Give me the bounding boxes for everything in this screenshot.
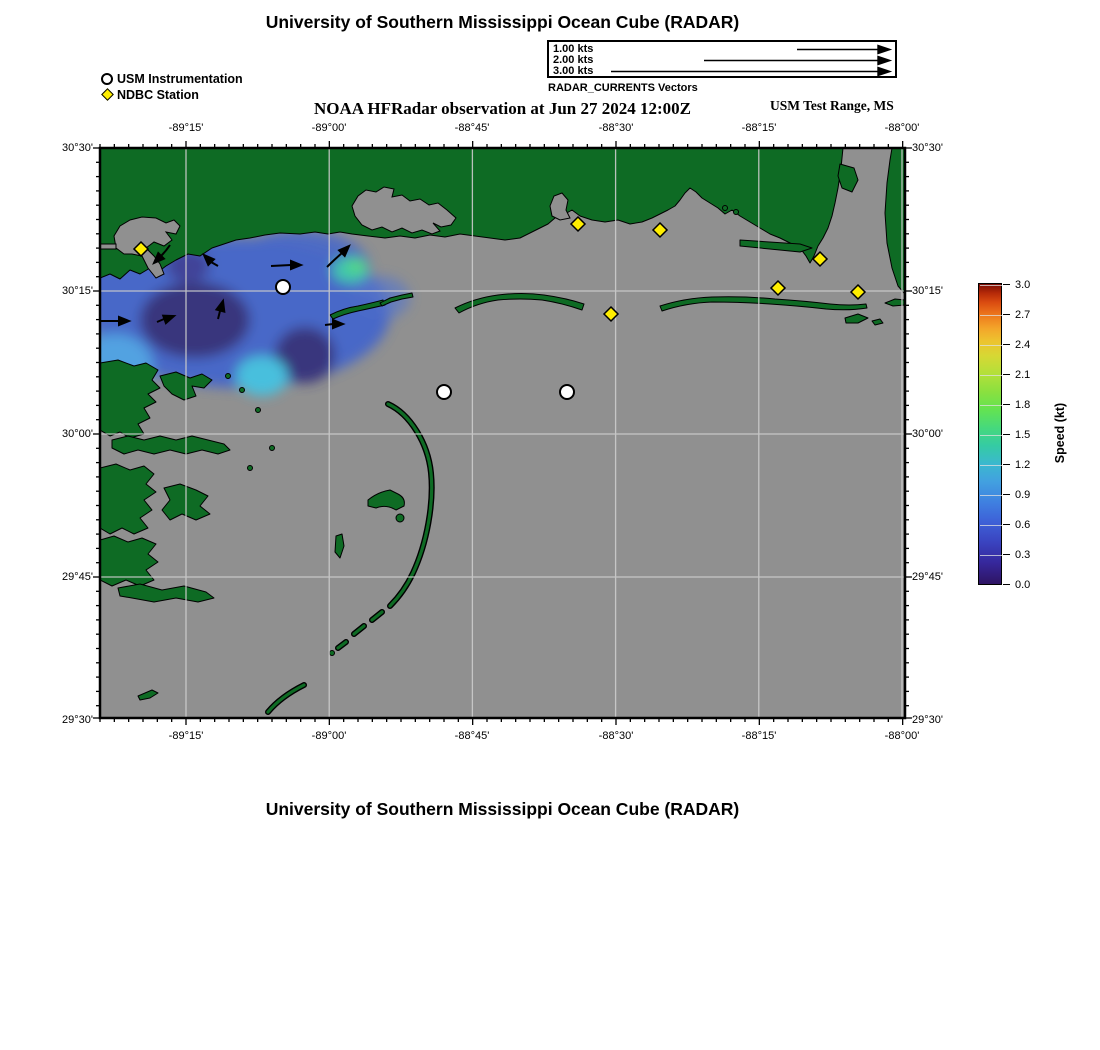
axis-label-lon-bottom: -88°15' (741, 730, 777, 742)
axis-label-lon-bottom: -89°15' (168, 730, 204, 742)
islet (240, 388, 245, 393)
colorbar-tick (1003, 344, 1010, 346)
colorbar-tick (1003, 404, 1010, 406)
colorbar-tick-label: 2.7 (1015, 309, 1031, 321)
colorbar-tick (1003, 524, 1010, 526)
usm-instrument-marker (437, 385, 451, 399)
axis-label-lon-top: -88°45' (454, 122, 490, 134)
axis-label-lat-right: 30°30' (912, 142, 943, 154)
colorbar-tick (1003, 554, 1010, 556)
colorbar-tick (1003, 374, 1010, 376)
axis-label-lon-bottom: -88°30' (598, 730, 634, 742)
axis-label-lon-top: -89°00' (311, 122, 347, 134)
islet (396, 514, 404, 522)
islet (226, 374, 231, 379)
usm-instrument-marker (560, 385, 574, 399)
islet (270, 446, 275, 451)
scale-label-3kt: 3.00 kts (553, 65, 594, 77)
colorbar-tick (1003, 494, 1010, 496)
vector-scale-box (547, 40, 897, 78)
axis-label-lat-left: 30°00' (62, 428, 93, 440)
colorbar-tick-label: 2.4 (1015, 339, 1031, 351)
marsh-island (100, 536, 158, 586)
scale-label-2kt: 2.00 kts (553, 54, 594, 66)
axis-label-lon-top: -88°15' (741, 122, 777, 134)
colorbar-tick-label: 3.0 (1015, 279, 1031, 291)
legend-item-ndbc: NDBC Station (117, 88, 199, 102)
axis-label-lat-right: 30°00' (912, 428, 943, 440)
legend (100, 36, 360, 102)
axis-label-lat-right: 29°45' (912, 571, 943, 583)
axis-label-lon-bottom: -88°45' (454, 730, 490, 742)
colorbar-tick (1003, 464, 1010, 466)
colorbar-tick-label: 2.1 (1015, 369, 1031, 381)
colorbar-tick-label: 0.3 (1015, 549, 1031, 561)
scale-label-1kt: 1.00 kts (553, 43, 594, 55)
map-plot (90, 138, 915, 728)
islet (248, 466, 253, 471)
colorbar-tick-label: 1.2 (1015, 459, 1031, 471)
colorbar-tick (1003, 314, 1010, 316)
colorbar-tick-label: 0.0 (1015, 579, 1031, 591)
colorbar-title: Speed (kt) (1053, 402, 1067, 464)
axis-label-lon-top: -88°30' (598, 122, 634, 134)
bottom-title: University of Southern Mississippi Ocean Cube (RADAR) (265, 799, 740, 819)
observation-subtitle: NOAA HFRadar observation at Jun 27 2024 12:00Z (313, 99, 691, 118)
page-title: University of Southern Mississippi Ocean Cube (RADAR) (265, 12, 740, 32)
colorbar-tick (1003, 284, 1010, 286)
usm-instrument-marker (276, 280, 290, 294)
usm-instrumentation-icon (101, 73, 113, 85)
axis-label-lon-bottom: -89°00' (311, 730, 347, 742)
colorbar-tick (1003, 434, 1010, 436)
colorbar-tick-label: 0.6 (1015, 519, 1031, 531)
axis-label-lon-top: -89°15' (168, 122, 204, 134)
colorbar-tick-label: 1.8 (1015, 399, 1031, 411)
axis-label-lat-left: 30°15' (62, 285, 93, 297)
colorbar-tick-lines (980, 285, 1002, 585)
axis-label-lat-right: 29°30' (912, 714, 943, 726)
colorbar (978, 279, 1098, 593)
legend-item-usm: USM Instrumentation (117, 72, 243, 86)
axis-label-lon-top: -88°00' (884, 122, 920, 134)
axis-label-lon-bottom: -88°00' (884, 730, 920, 742)
axis-label-lat-left: 30°30' (62, 142, 93, 154)
axis-label-lat-left: 29°30' (62, 714, 93, 726)
vector-scale-caption: RADAR_CURRENTS Vectors (548, 82, 698, 94)
islet (256, 408, 261, 413)
colorbar-tick-label: 0.9 (1015, 489, 1031, 501)
colorbar-tick (1003, 584, 1010, 586)
scale-arrows (549, 42, 895, 76)
axis-label-lat-right: 30°15' (912, 285, 943, 297)
axis-label-lat-left: 29°45' (62, 571, 93, 583)
islet (734, 210, 739, 215)
colorbar-tick-label: 1.5 (1015, 429, 1031, 441)
islet (723, 206, 728, 211)
region-label: USM Test Range, MS (770, 98, 894, 113)
